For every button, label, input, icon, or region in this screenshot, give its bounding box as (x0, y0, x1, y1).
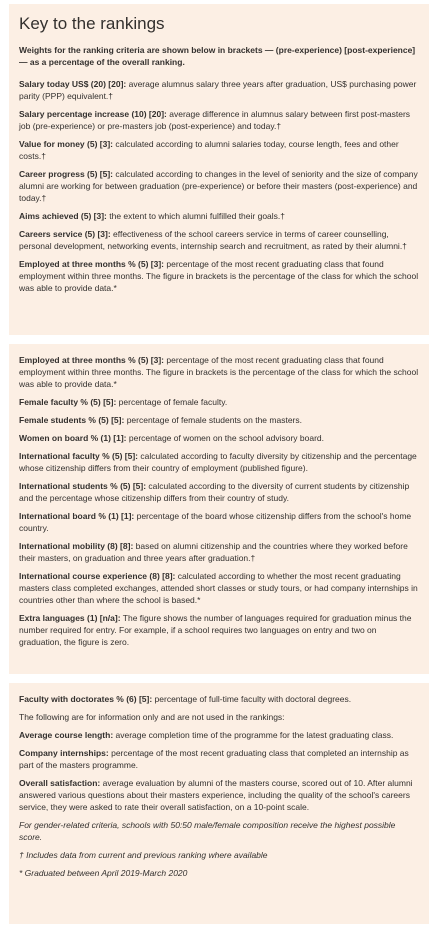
criterion-careers-service (19, 228, 419, 252)
criterion-extra-languages (19, 612, 419, 648)
criterion-female-students (19, 414, 419, 426)
criterion-international-course-experience (19, 570, 419, 606)
criterion-international-students (19, 480, 419, 504)
criterion-desc: calculated according to the diversity of current students by citizenship and the percentage whose citizenship differs from their country of study. (19, 481, 410, 503)
info-desc: average completion time of the programme for the latest graduating class. (113, 730, 394, 740)
footnote-dagger: † Includes data from current and previous ranking where available (19, 850, 268, 860)
criterion-term: Career progress (5) [5]: (19, 169, 114, 179)
criterion-term: Employed at three months % (5) [3]: (19, 259, 164, 269)
criterion-desc: percentage of female students on the masters. (124, 415, 302, 425)
criterion-term: Careers service (5) [3]: (19, 229, 111, 239)
criterion-desc: the extent to which alumni fulfilled their goals.† (106, 211, 286, 221)
criterion-desc: percentage of the board whose citizenship differs from the school's home country. (19, 511, 412, 533)
criterion-term: International course experience (8) [8]: (19, 571, 176, 581)
criterion-desc: average difference in alumnus salary between first post-masters job (pre-experience) or pre-masters job (post-experience) and today.† (19, 109, 411, 131)
criterion-desc: percentage of women on the school advisory board. (126, 433, 325, 443)
criterion-desc: effectiveness of the school careers service in terms of career counselling, personal development, networking events, internship search and recruitment, as rated by their alumni.† (19, 229, 407, 251)
page-title: Key to the rankings (19, 14, 165, 33)
criterion-desc: calculated according to changes in the level of seniority and the size of company alumni are working for between graduation (pre-experience) or before their masters (post-experience) and today.† (19, 169, 418, 203)
criterion-term: Aims achieved (5) [3]: (19, 211, 107, 221)
criterion-term: Extra languages (1) [n/a]: (19, 613, 121, 623)
criterion-desc: percentage of full-time faculty with doctoral degrees. (152, 694, 352, 704)
info-average-course-length (19, 729, 419, 741)
criterion-term: Female students % (5) [5]: (19, 415, 125, 425)
info-term: Company internships: (19, 748, 109, 758)
criterion-employed-three-months (19, 354, 419, 390)
criterion-term: Women on board % (1) [1]: (19, 433, 127, 443)
criterion-desc: calculated according to alumni salaries today, course length, fees and other costs.† (19, 139, 399, 161)
criterion-term: Salary percentage increase (10) [20]: (19, 109, 167, 119)
criterion-term: Female faculty % (5) [5]: (19, 397, 117, 407)
criterion-women-on-board (19, 432, 419, 444)
criterion-desc: percentage of the most recent graduating class that found employment within three months. The figure in brackets is the percentage of the class for which the school was able to provide data.* (19, 355, 419, 389)
ranking-criteria-panel-2 (9, 344, 429, 674)
criterion-desc: calculated according to faculty diversity by citizenship and the percentage whose citizenship differs from their country of employment (published figure). (19, 451, 417, 473)
criterion-value-for-money (19, 138, 419, 162)
criterion-term: International faculty % (5) [5]: (19, 451, 139, 461)
criterion-term: International mobility (8) [8]: (19, 541, 134, 551)
criterion-faculty-doctorates (19, 693, 419, 705)
criterion-term: International board % (1) [1]: (19, 511, 135, 521)
criterion-term: Faculty with doctorates % (6) [5]: (19, 694, 153, 704)
information-only-note: The following are for information only and are not used in the rankings: (19, 712, 285, 722)
criterion-international-faculty (19, 450, 419, 474)
criterion-desc: based on alumni citizenship and the countries where they worked before their masters, on graduation and three years after graduation.† (19, 541, 408, 563)
info-term: Overall satisfaction: (19, 778, 101, 788)
info-desc: average evaluation by alumni of the masters course, scored out of 10. After alumni answered various questions about their masters experience, including the quality of the school's careers service, they were asked to rate their overall satisfaction, on a 10-point scale. (19, 778, 413, 812)
info-term: Average course length: (19, 730, 114, 740)
ranking-criteria-panel-3 (9, 683, 429, 924)
criterion-desc: percentage of the most recent graduating class that found employment within three months. The figure in brackets is the percentage of the class for which the school was able to provide data.* (19, 259, 419, 293)
criterion-desc: average alumnus salary three years after graduation, US$ purchasing power parity (PPP) equivalent.† (19, 79, 417, 101)
criterion-desc: calculated according to whether the most recent graduating masters class completed exchanges, attended short classes or study tours, or had company internships in countries other than where the school is based.* (19, 571, 418, 605)
criterion-female-faculty (19, 396, 419, 408)
info-desc: percentage of the most recent graduating class that completed an internship as part of the masters programme. (19, 748, 409, 770)
info-overall-satisfaction (19, 777, 419, 813)
criterion-career-progress (19, 168, 419, 204)
criterion-term: Value for money (5) [3]: (19, 139, 113, 149)
criterion-desc: percentage of female faculty. (116, 397, 228, 407)
criterion-international-board (19, 510, 419, 534)
criterion-aims-achieved (19, 210, 419, 222)
ranking-criteria-panel-1 (9, 4, 429, 335)
criterion-desc: The figure shows the number of languages required for graduation minus the number required for entry. For example, if a school requires two languages on entry and two on graduation, the figure is zero. (19, 613, 412, 647)
criterion-term: Employed at three months % (5) [3]: (19, 355, 164, 365)
criterion-salary-today (19, 78, 419, 102)
criterion-international-mobility (19, 540, 419, 564)
weights-intro: Weights for the ranking criteria are shown below in brackets — (pre-experience) [post-experience] — as a percentage of the overall ranking. (19, 45, 416, 67)
criterion-employed-three-months (19, 258, 419, 294)
criterion-salary-increase (19, 108, 419, 132)
gender-criteria-note: For gender-related criteria, schools with 50:50 male/female composition receive the highest possible score. (19, 820, 396, 842)
footnote-star: * Graduated between April 2019-March 2020 (19, 868, 188, 878)
criterion-term: International students % (5) [5]: (19, 481, 147, 491)
criterion-term: Salary today US$ (20) [20]: (19, 79, 127, 89)
info-company-internships (19, 747, 419, 771)
